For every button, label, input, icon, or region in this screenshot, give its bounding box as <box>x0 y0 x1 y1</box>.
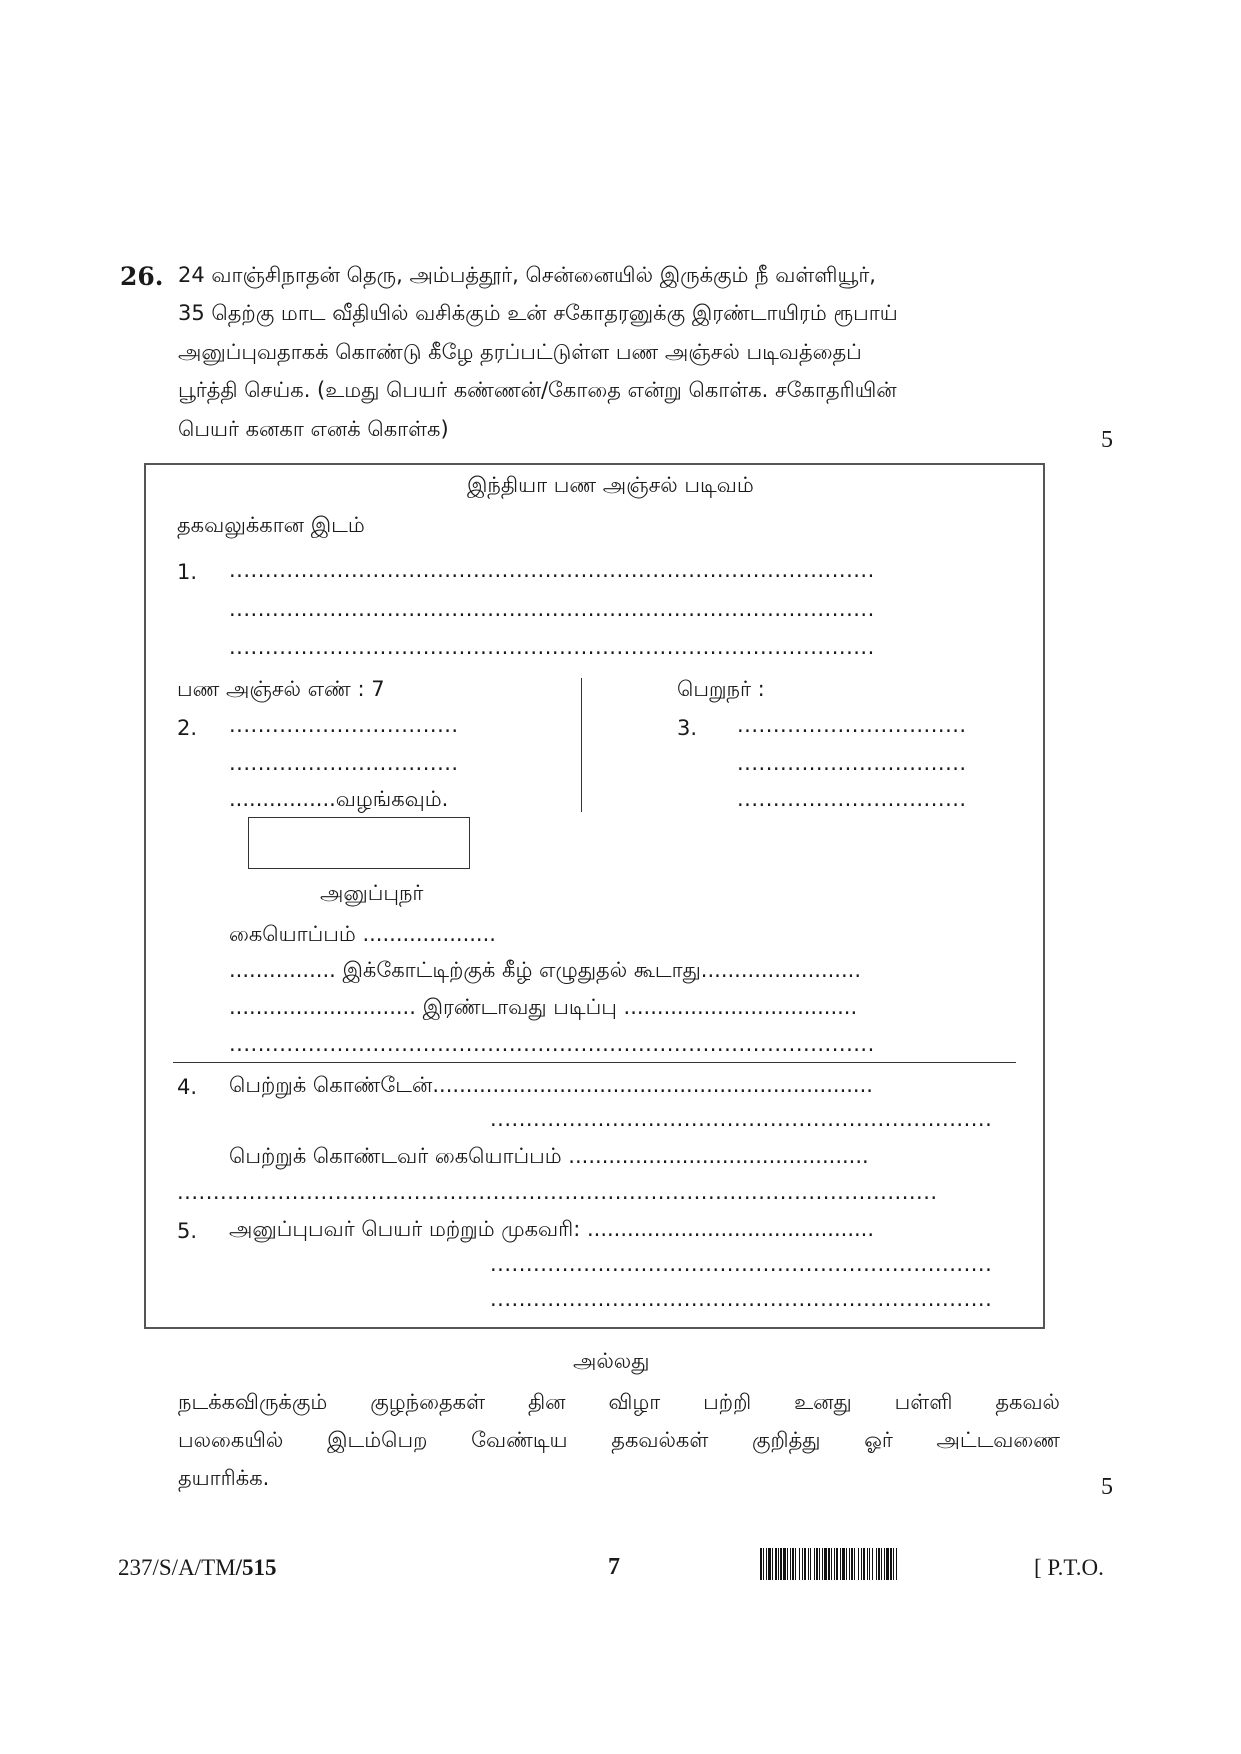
barcode-bar <box>896 1548 897 1580</box>
barcode-bar <box>792 1548 794 1580</box>
full-dotted-line: .......................................................................................................... <box>177 1180 938 1204</box>
cut-line <box>173 1062 1016 1063</box>
barcode-bar <box>890 1548 892 1580</box>
barcode-bar <box>780 1548 782 1580</box>
barcode-bar <box>842 1548 845 1580</box>
sender-address-line: அனுப்புபவர் பெயர் மற்றும் முகவரி: ........................................... <box>229 1217 875 1241</box>
info-dotted-line: .......................................................................................... <box>229 635 875 659</box>
amount-dotted-line: ................................ <box>229 751 459 775</box>
barcode-bar <box>884 1548 885 1580</box>
barcode-bar <box>802 1548 803 1580</box>
or-label: அல்லது <box>573 1349 650 1373</box>
money-order-number-label: பண அஞ்சல் எண் : 7 <box>177 677 385 701</box>
barcode-bar <box>763 1548 764 1580</box>
item-1-number: 1. <box>177 560 198 584</box>
barcode-bar <box>881 1548 882 1580</box>
second-copy-line: ............................ இரண்டாவது படிப்பு ................................... <box>229 995 858 1019</box>
page-number: 7 <box>608 1554 620 1580</box>
barcode-bar <box>772 1548 773 1580</box>
barcode-bar <box>867 1548 868 1580</box>
barcode-bar <box>836 1548 838 1580</box>
pto-label: [ P.T.O. <box>1034 1555 1104 1580</box>
alternative-line-1: நடக்கவிருக்கும் குழந்தைகள் தின விழா பற்றி உனது பள்ளி தகவல் <box>178 1390 1060 1414</box>
barcode-bar <box>822 1548 823 1580</box>
info-dotted-line: .......................................................................................... <box>229 597 875 621</box>
alternative-line-3: தயாரிக்க. <box>178 1466 270 1490</box>
do-not-write-line: ................ இக்கோட்டிற்குக் கீழ் எழுதுதல் கூடாது........................ <box>229 958 862 982</box>
barcode-bar <box>766 1548 767 1580</box>
amount-dotted-line: ................................ <box>229 713 459 737</box>
question-line-4: பூர்த்தி செய்க. (உமது பெயர் கண்ணன்/கோதை என்று கொள்க. சகோதரியின் <box>178 378 897 402</box>
barcode-bar <box>808 1548 809 1580</box>
paper-code: 237/S/A/TM/515 <box>118 1555 277 1580</box>
barcode-bar <box>824 1548 827 1580</box>
barcode-bar <box>851 1548 853 1580</box>
signature-line: கையொப்பம் .................... <box>229 922 496 946</box>
info-dotted-line: .......................................................................................... <box>229 558 875 582</box>
sender-label: அனுப்புநர் <box>320 881 424 905</box>
barcode-bar <box>858 1548 859 1580</box>
barcode-bar <box>799 1548 800 1580</box>
received-line: பெற்றுக் கொண்டேன்.................................................................. <box>229 1073 873 1097</box>
form-title: இந்தியா பண அஞ்சல் படிவம் <box>467 473 754 497</box>
barcode-bar <box>863 1548 865 1580</box>
address-dotted-line: ...................................................................... <box>490 1252 993 1276</box>
barcode-bar <box>869 1548 870 1580</box>
item-4-number: 4. <box>177 1075 198 1099</box>
received-dotted-line: ...................................................................... <box>490 1107 993 1131</box>
info-space-label: தகவலுக்கான இடம் <box>177 513 365 537</box>
barcode-bar <box>783 1548 786 1580</box>
barcode-bar <box>810 1548 811 1580</box>
column-divider <box>581 678 582 812</box>
barcode-bar <box>819 1548 820 1580</box>
barcode-bar <box>872 1548 873 1580</box>
alternative-marks: 5 <box>1101 1474 1113 1500</box>
question-line-3: அனுப்புவதாகக் கொண்டு கீழே தரப்பட்டுள்ள பண அஞ்சல் படிவத்தைப் <box>178 340 862 364</box>
barcode-bar <box>854 1548 855 1580</box>
barcode-bar <box>760 1548 762 1580</box>
barcode-bar <box>814 1548 815 1580</box>
barcode-bar <box>846 1548 847 1580</box>
barcode-bar <box>768 1548 771 1580</box>
item-3-number: 3. <box>677 716 698 740</box>
barcode-bar <box>778 1548 779 1580</box>
receiver-signature-line: பெற்றுக் கொண்டவர் கையொப்பம் ............................................. <box>229 1144 869 1168</box>
payee-label: பெறுநர் : <box>677 677 765 701</box>
amount-box <box>248 817 470 869</box>
barcode-bar <box>787 1548 788 1580</box>
pay-line: ................வழங்கவும். <box>229 787 449 811</box>
barcode <box>760 1548 1022 1580</box>
item-5-number: 5. <box>177 1219 198 1243</box>
barcode-bar <box>790 1548 791 1580</box>
barcode-bar <box>795 1548 796 1580</box>
barcode-bar <box>840 1548 841 1580</box>
barcode-bar <box>834 1548 835 1580</box>
barcode-bar <box>816 1548 818 1580</box>
barcode-bar <box>861 1548 862 1580</box>
question-line-1: 24 வாஞ்சிநாதன் தெரு, அம்பத்தூர், சென்னையில் இருக்கும் நீ வள்ளியூர், <box>178 263 876 287</box>
alternative-line-2: பலகையில் இடம்பெற வேண்டிய தகவல்கள் குறித்து ஓர் அட்டவணை <box>178 1428 1060 1452</box>
barcode-bar <box>849 1548 850 1580</box>
item-2-number: 2. <box>177 716 198 740</box>
dotted-line: .......................................................................................... <box>229 1032 875 1056</box>
question-marks: 5 <box>1101 427 1113 453</box>
address-dotted-line: ...................................................................... <box>490 1287 993 1311</box>
barcode-bar <box>876 1548 877 1580</box>
payee-dotted-line: ................................ <box>737 713 967 737</box>
payee-dotted-line: ................................ <box>737 787 967 811</box>
question-line-5: பெயர் கனகா எனக் கொள்க) <box>178 417 449 441</box>
barcode-bar <box>828 1548 830 1580</box>
barcode-bar <box>893 1548 894 1580</box>
barcode-bar <box>886 1548 889 1580</box>
barcode-bar <box>775 1548 777 1580</box>
barcode-bar <box>831 1548 832 1580</box>
barcode-bar <box>804 1548 806 1580</box>
question-number: 26. <box>120 262 164 291</box>
barcode-bar <box>878 1548 880 1580</box>
question-line-2: 35 தெற்கு மாட வீதியில் வசிக்கும் உன் சகோதரனுக்கு இரண்டாயிரம் ரூபாய் <box>178 301 898 325</box>
payee-dotted-line: ................................ <box>737 751 967 775</box>
